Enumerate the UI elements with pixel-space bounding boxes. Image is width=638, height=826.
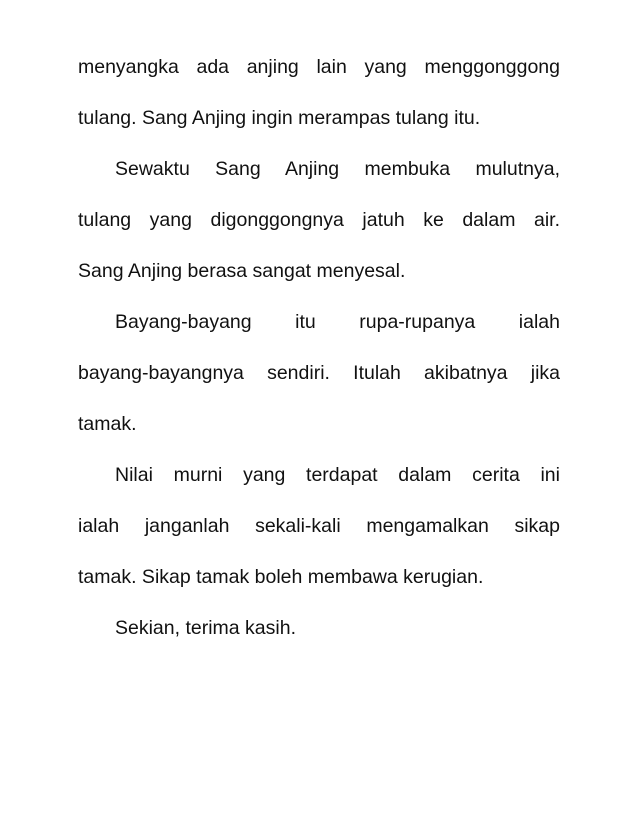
text-line: tulang. Sang Anjing ingin merampas tulang itu.: [78, 107, 481, 129]
text-line: tamak. Sikap tamak boleh membawa kerugian.: [78, 566, 484, 588]
text-line: ialah janganlah sekali-kali mengamalkan sikap: [78, 515, 560, 537]
text-line: Nilai murni yang terdapat dalam cerita ini: [115, 464, 560, 486]
text-line: Bayang-bayang itu rupa-rupanya ialah: [115, 311, 560, 333]
text-line: Sewaktu Sang Anjing membuka mulutnya,: [115, 158, 560, 180]
text-line: tulang yang digonggongnya jatuh ke dalam air.: [78, 209, 560, 231]
text-line: bayang-bayangnya sendiri. Itulah akibatnya jika: [78, 362, 560, 384]
text-line: tamak.: [78, 413, 137, 435]
text-line: Sekian, terima kasih.: [115, 617, 296, 639]
story-text: [78, 52, 560, 664]
text-line: Sang Anjing berasa sangat menyesal.: [78, 260, 406, 282]
text-line: menyangka ada anjing lain yang menggonggong: [78, 56, 560, 78]
